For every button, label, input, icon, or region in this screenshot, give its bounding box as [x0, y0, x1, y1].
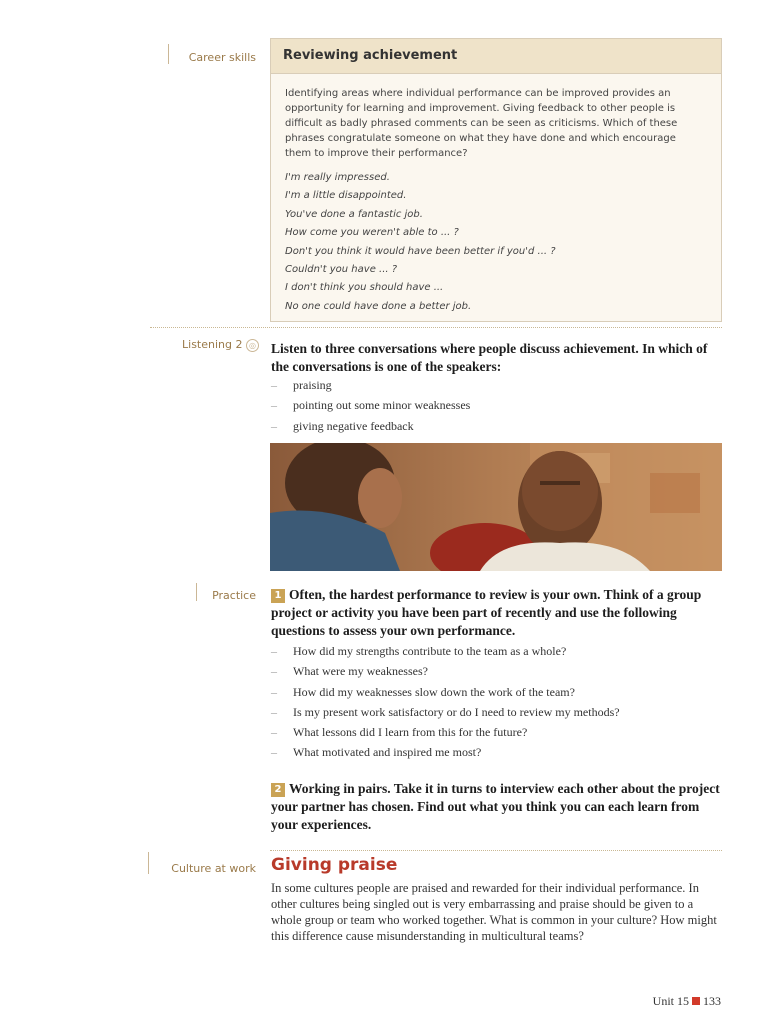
divider: [150, 327, 722, 328]
unit-label: Unit 15: [652, 994, 689, 1008]
career-skills-box: [270, 38, 722, 322]
list-item: – How did my strengths contribute to the team as a whole?: [271, 641, 721, 661]
list-item: – giving negative feedback: [271, 416, 721, 436]
photo-illustration: [270, 443, 722, 571]
task-number-1: 1: [271, 589, 285, 603]
list-item: – praising: [271, 375, 721, 395]
list-item: – pointing out some minor weaknesses: [271, 395, 721, 415]
task-1-text: Often, the hardest performance to review is your own. Think of a group project or activity you have been part of recently and use the following questions to assess your own performance.: [271, 587, 702, 638]
list-item: – How did my weaknesses slow down the work of the team?: [271, 682, 721, 702]
section-label-culture: Culture at work: [171, 862, 256, 875]
page-footer: [653, 994, 721, 1009]
box-title: Reviewing achievement: [271, 39, 721, 74]
task-number-2: 2: [271, 783, 285, 797]
practice-task-1: [271, 586, 723, 640]
phrase-item: Don't you think it would have been better if you'd ... ?: [285, 245, 556, 257]
listening-label: Listening 2: [182, 338, 243, 351]
list-item: – What motivated and inspired me most?: [271, 742, 721, 762]
practice-questions: [271, 641, 721, 763]
side-rule: [168, 44, 169, 64]
side-rule: [148, 852, 149, 874]
task-2-text: Working in pairs. Take it in turns to interview each other about the project your partner has chosen. Find out what you think you can each learn from your experiences.: [271, 781, 720, 832]
culture-text: In some cultures people are praised and rewarded for their individual performance. In other cultures being singled out is very embarrassing and praise should be given to a whole group or team who worked together. What is common in your culture? How might this difference cause misunderstanding in multicultural teams?: [271, 881, 717, 943]
phrase-item: You've done a fantastic job.: [285, 208, 423, 220]
divider: [270, 850, 722, 851]
page-number: 133: [703, 994, 721, 1008]
phrase-list: [285, 169, 705, 316]
list-item: – Is my present work satisfactory or do I need to review my methods?: [271, 702, 721, 722]
box-intro: Identifying areas where individual performance can be improved provides an opportunity for learning and improvement. Giving feedback to other people is difficult as badly phrased comments can be seen as criticisms. Which of these phrases congratulate someone on what they have done and which encourage them to improve their performance?: [285, 88, 678, 159]
culture-title: Giving praise: [271, 855, 398, 875]
listening-question: Listen to three conversations where people discuss achievement. In which of the conversations is one of the speakers:: [271, 341, 708, 374]
phrase-item: I'm really impressed.: [285, 172, 390, 183]
section-label-listening: [182, 338, 259, 352]
phrase-item: I don't think you should have ...: [285, 282, 444, 294]
section-label-career-skills: Career skills: [188, 51, 256, 64]
practice-task-2: [271, 780, 723, 834]
phrase-item: How come you weren't able to ... ?: [285, 227, 459, 239]
listening-list: [271, 375, 721, 436]
footer-square-icon: [692, 997, 700, 1005]
section-label-practice: Practice: [212, 589, 256, 602]
side-rule: [196, 583, 197, 601]
phrase-item: I'm a little disappointed.: [285, 190, 407, 202]
phrase-item: No one could have done a better job.: [285, 300, 472, 312]
phrase-item: Couldn't you have ... ?: [285, 264, 398, 276]
list-item: – What lessons did I learn from this for the future?: [271, 722, 721, 742]
audio-cd-icon[interactable]: ◎: [246, 339, 259, 352]
photo-two-men-talking: [270, 443, 722, 571]
list-item: – What were my weaknesses?: [271, 661, 721, 681]
